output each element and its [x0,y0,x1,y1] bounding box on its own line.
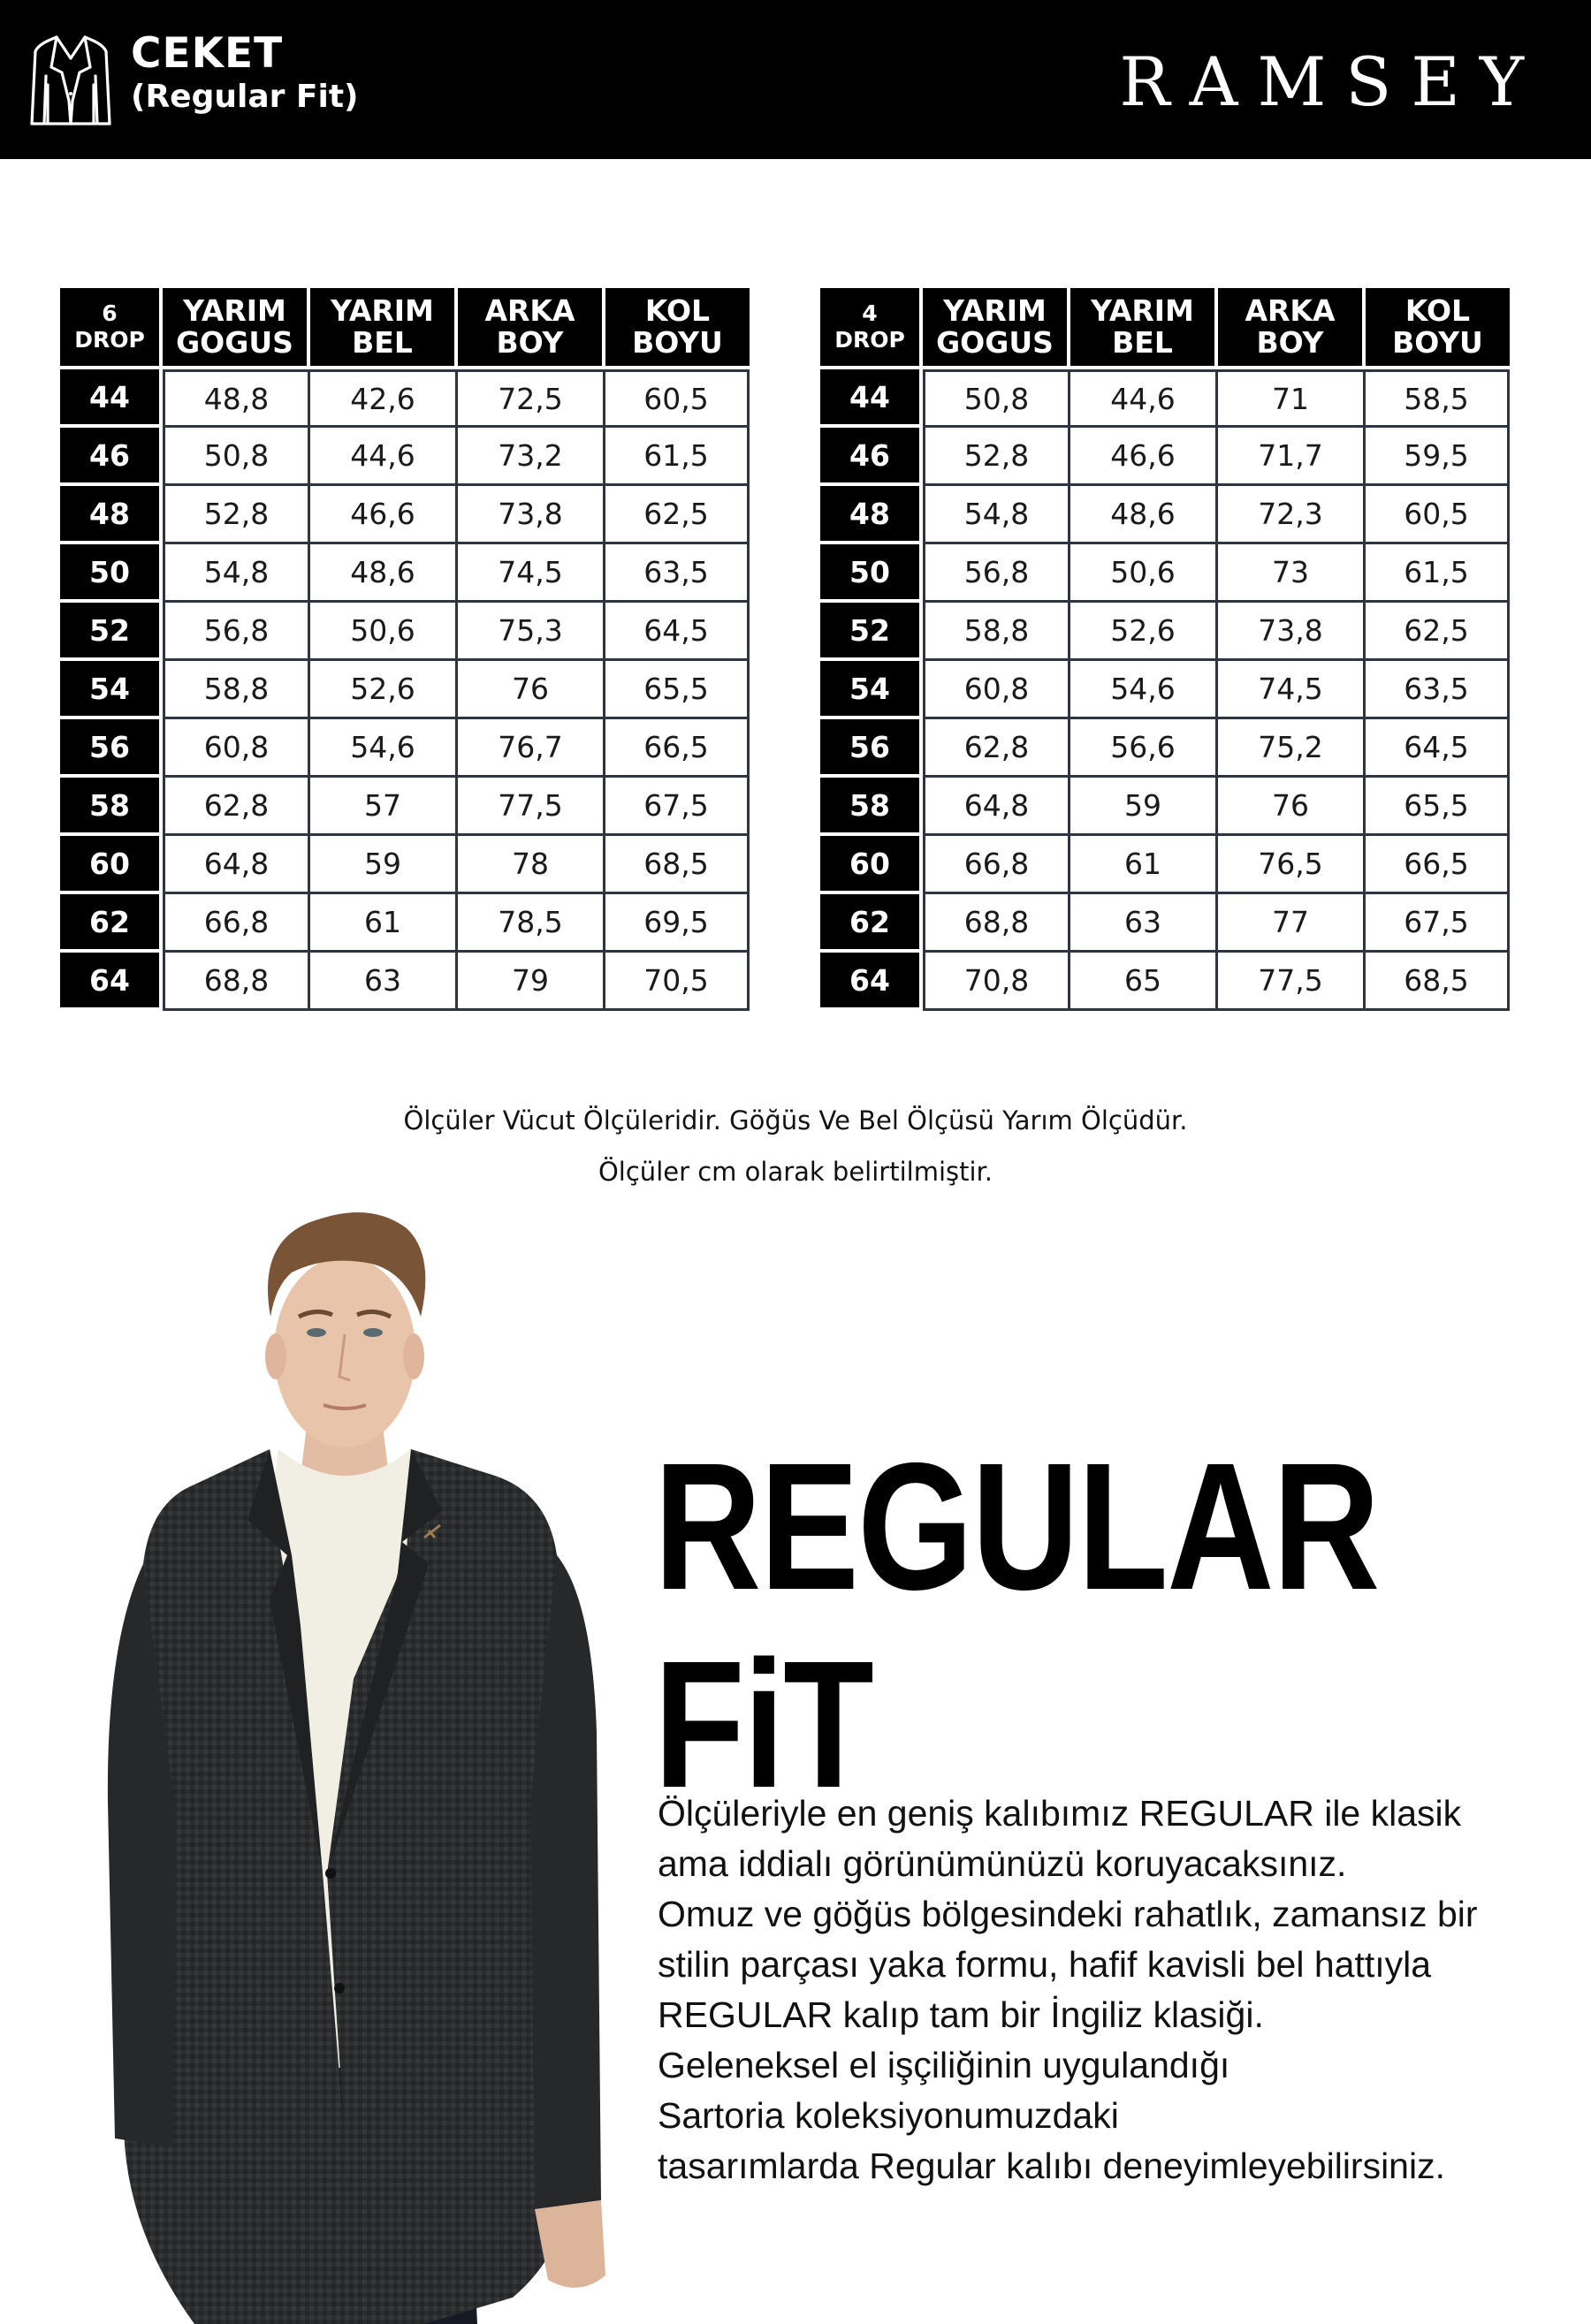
value-cell: 65,5 [1366,778,1510,836]
value-cell: 56,8 [163,603,310,661]
value-cell: 68,8 [163,953,310,1011]
value-cell: 58,8 [923,603,1070,661]
table-row [820,603,1510,661]
value-cell: 65,5 [605,661,750,719]
value-cell: 61 [1070,836,1218,894]
value-cell: 64,5 [605,603,750,661]
value-cell: 73,2 [458,428,605,486]
column-header: YARIM BEL [310,288,458,369]
value-cell: 71 [1218,369,1366,428]
description-line: REGULAR kalıp tam bir İngiliz klasiği. [658,1994,1264,2035]
value-cell: 52,6 [310,661,458,719]
value-cell: 50,8 [923,369,1070,428]
size-cell: 60 [820,836,923,894]
value-cell: 78,5 [458,894,605,953]
value-cell: 48,6 [1070,486,1218,544]
value-cell: 66,8 [163,894,310,953]
value-cell: 77,5 [458,778,605,836]
size-cell: 62 [820,894,923,953]
value-cell: 76,7 [458,719,605,778]
value-cell: 44,6 [1070,369,1218,428]
table-row [820,661,1510,719]
table-row [60,836,750,894]
table-row [60,369,750,428]
value-cell: 74,5 [458,544,605,603]
description-line: Geleneksel el işçiliğinin uygulandığı [658,2045,1230,2085]
value-cell: 73,8 [458,486,605,544]
table-row [820,719,1510,778]
size-cell: 60 [60,836,163,894]
value-cell: 66,5 [605,719,750,778]
table-row [60,603,750,661]
size-cell: 50 [820,544,923,603]
value-cell: 52,6 [1070,603,1218,661]
size-cell: 52 [60,603,163,661]
value-cell: 57 [310,778,458,836]
value-cell: 62,5 [605,486,750,544]
value-cell: 72,5 [458,369,605,428]
table-row [60,486,750,544]
value-cell: 77 [1218,894,1366,953]
size-table-6-drop [60,288,750,1011]
value-cell: 76 [458,661,605,719]
size-table-4-drop [820,288,1510,1011]
size-cell: 46 [60,428,163,486]
description-line: stilin parçası yaka formu, hafif kavisli bel hattıyla [658,1944,1432,1985]
value-cell: 61 [310,894,458,953]
table-header-row [820,288,1510,369]
value-cell: 69,5 [605,894,750,953]
description-line: Omuz ve göğüs bölgesindeki rahatlık, zamansız bir [658,1894,1478,1934]
value-cell: 68,5 [605,836,750,894]
value-cell: 63 [1070,894,1218,953]
table-row [820,953,1510,1011]
value-cell: 42,6 [310,369,458,428]
table-row [60,953,750,1011]
size-cell: 44 [820,369,923,428]
table-row [820,894,1510,953]
value-cell: 61,5 [1366,544,1510,603]
value-cell: 63,5 [1366,661,1510,719]
table-row [60,661,750,719]
value-cell: 50,6 [310,603,458,661]
table-row [60,778,750,836]
value-cell: 75,2 [1218,719,1366,778]
page-subtitle: (Regular Fit) [131,79,359,115]
value-cell: 48,8 [163,369,310,428]
table-row [820,428,1510,486]
value-cell: 70,8 [923,953,1070,1011]
value-cell: 63,5 [605,544,750,603]
drop-label: 4 DROP [820,288,923,369]
value-cell: 78 [458,836,605,894]
size-cell: 50 [60,544,163,603]
value-cell: 68,5 [1366,953,1510,1011]
column-header: YARIM BEL [1070,288,1218,369]
value-cell: 59,5 [1366,428,1510,486]
table-row [820,486,1510,544]
value-cell: 52,8 [923,428,1070,486]
value-cell: 59 [1070,778,1218,836]
value-cell: 46,6 [310,486,458,544]
value-cell: 56,6 [1070,719,1218,778]
jacket-icon [30,32,111,127]
value-cell: 64,8 [163,836,310,894]
table-row [60,544,750,603]
unit-note: Ölçüler cm olarak belirtilmiştir. [598,1157,993,1187]
size-cell: 52 [820,603,923,661]
size-cell: 54 [820,661,923,719]
value-cell: 70,5 [605,953,750,1011]
table-row [60,894,750,953]
header-bar [0,0,1591,159]
value-cell: 44,6 [310,428,458,486]
measurement-note: Ölçüler Vücut Ölçüleridir. Göğüs Ve Bel Ölçüsü Yarım Ölçüdür. [403,1105,1188,1135]
column-header: KOL BOYU [605,288,750,369]
value-cell: 76 [1218,778,1366,836]
value-cell: 62,8 [923,719,1070,778]
size-cell: 56 [820,719,923,778]
table-row [820,369,1510,428]
column-header: KOL BOYU [1366,288,1510,369]
value-cell: 75,3 [458,603,605,661]
column-header: ARKA BOY [458,288,605,369]
table-row [820,544,1510,603]
size-cell: 56 [60,719,163,778]
value-cell: 72,3 [1218,486,1366,544]
value-cell: 58,5 [1366,369,1510,428]
column-header: ARKA BOY [1218,288,1366,369]
value-cell: 62,5 [1366,603,1510,661]
value-cell: 67,5 [1366,894,1510,953]
value-cell: 54,6 [1070,661,1218,719]
value-cell: 65 [1070,953,1218,1011]
value-cell: 64,8 [923,778,1070,836]
table-row [820,778,1510,836]
value-cell: 58,8 [163,661,310,719]
table-header-row [60,288,750,369]
value-cell: 60,5 [1366,486,1510,544]
value-cell: 74,5 [1218,661,1366,719]
value-cell: 60,5 [605,369,750,428]
size-cell: 54 [60,661,163,719]
size-cell: 58 [820,778,923,836]
value-cell: 54,6 [310,719,458,778]
description-line: tasarımlarda Regular kalıbı deneyimleyebilirsiniz. [658,2146,1445,2186]
fit-description [658,1789,1559,2191]
size-cell: 44 [60,369,163,428]
value-cell: 77,5 [1218,953,1366,1011]
size-cell: 62 [60,894,163,953]
size-cell: 46 [820,428,923,486]
table-row [60,719,750,778]
size-cell: 48 [60,486,163,544]
value-cell: 46,6 [1070,428,1218,486]
value-cell: 66,8 [923,836,1070,894]
value-cell: 63 [310,953,458,1011]
size-cell: 64 [60,953,163,1011]
value-cell: 56,8 [923,544,1070,603]
value-cell: 71,7 [1218,428,1366,486]
value-cell: 60,8 [923,661,1070,719]
value-cell: 50,6 [1070,544,1218,603]
table-row [820,836,1510,894]
fit-title-line2: FiT [654,1623,873,1826]
value-cell: 59 [310,836,458,894]
value-cell: 68,8 [923,894,1070,953]
value-cell: 79 [458,953,605,1011]
value-cell: 50,8 [163,428,310,486]
size-cell: 48 [820,486,923,544]
value-cell: 52,8 [163,486,310,544]
value-cell: 66,5 [1366,836,1510,894]
description-line: Sartoria koleksiyonumuzdaki [658,2095,1119,2136]
value-cell: 73 [1218,544,1366,603]
table-row [60,428,750,486]
brand-logo: RAMSEY [1119,42,1543,121]
value-cell: 67,5 [605,778,750,836]
column-header: YARIM GOGUS [163,288,310,369]
column-header: YARIM GOGUS [923,288,1070,369]
value-cell: 61,5 [605,428,750,486]
value-cell: 60,8 [163,719,310,778]
page-title: CEKET [131,29,284,78]
drop-label: 6 DROP [60,288,163,369]
value-cell: 62,8 [163,778,310,836]
value-cell: 73,8 [1218,603,1366,661]
value-cell: 54,8 [923,486,1070,544]
value-cell: 64,5 [1366,719,1510,778]
value-cell: 76,5 [1218,836,1366,894]
description-line: ama iddialı görünümünüzü koruyacaksınız. [658,1843,1347,1884]
model-photo [88,1184,654,2324]
size-cell: 58 [60,778,163,836]
description-line: Ölçüleriyle en geniş kalıbımız REGULAR ile klasik [658,1793,1462,1834]
fit-title-line1: REGULAR [654,1425,1379,1628]
value-cell: 48,6 [310,544,458,603]
size-cell: 64 [820,953,923,1011]
value-cell: 54,8 [163,544,310,603]
